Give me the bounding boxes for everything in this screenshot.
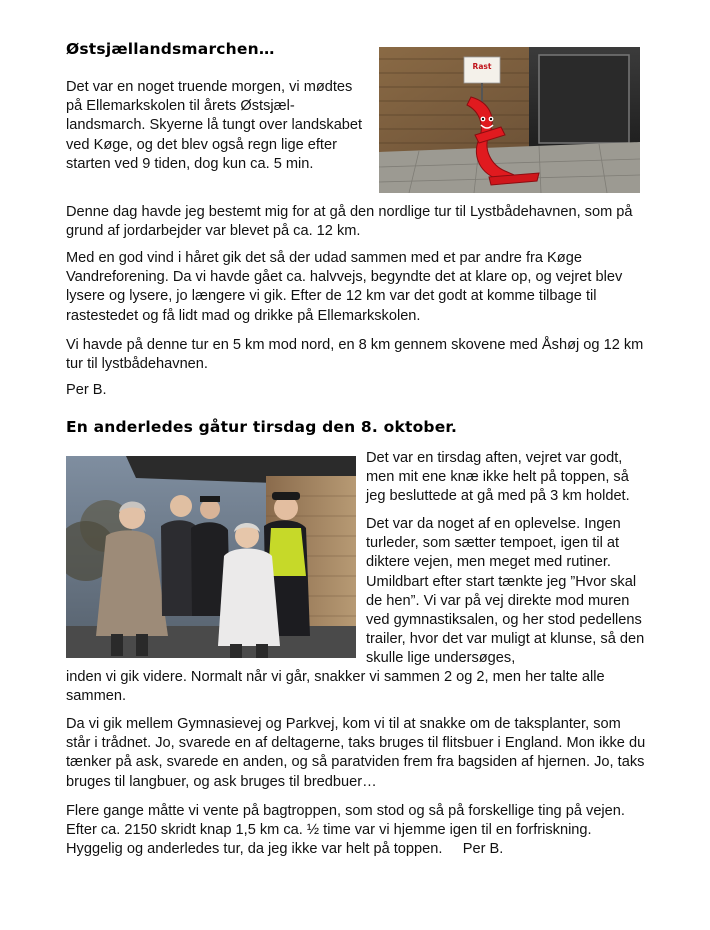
article2-paragraph-2a: Det var da noget af en oplevelse. Ingen turleder, som sætter tempoet, igen til at diktere vejen, men meget med rutiner. Umildbart efter start tænkte jeg ”Hvor skal de hen”. Vi var på vej direkte mod muren ved gymnastiksalen, og her stod pedellens trailer, hvor det var muligt at klunse, så den skulle lige undersøges,: [366, 516, 645, 667]
article1-signature: Per B.: [66, 382, 107, 398]
article1-paragraph-1: Det var en noget truende morgen, vi mødtes på Ellemarkskolen til årets Østsjæl-landsmarch. Skyerne lå tungt over landskabet ved Køge, og det blev også regn lige efter starten ved 9 tiden, dog kun ca. 5 min.: [66, 79, 363, 172]
article2-signature: Per B.: [462, 841, 504, 858]
rest-stop-sign-photo: [379, 47, 640, 193]
article1-paragraph-2: Denne dag havde jeg bestemt mig for at gå den nordlige tur til Lystbådehavnen, som på grund af jordarbejder var blevet på ca. 12 km.: [66, 204, 633, 240]
article2-paragraph-1: Det var en tirsdag aften, vejret var godt, men mit ene knæ ikke helt på toppen, så jeg besluttede at gå med på 3 km holdet.: [366, 450, 630, 505]
article2-paragraph-4: [66, 802, 646, 860]
article1-paragraph-4: Vi havde på denne tur en 5 km mod nord, en 8 km gennem skovene med Åshøj og 12 km tur til lystbådehavnen.: [66, 337, 644, 373]
article1-paragraph-3: Med en god vind i håret gik det så der udad sammen med et par andre fra Køge Vandreforening. Da vi havde gået ca. halvvejs, begyndte det at klare op, og vejret blev lysere og lysere, jo længere vi gik. Efter de 12 km var det godt at komme tilbage til rastestedet og få lidt mad og drikke på Ellemarkskolen.: [66, 250, 623, 324]
article2-paragraph-3: Da vi gik mellem Gymnasievej og Parkvej, kom vi til at snakke om de taksplanter, som står i trådnet. Jo, svarede en af deltagerne, taks bruges til flitsbuer i England. Mon ikke du tænker på ask, svarede en anden, og så paratviden frem fra bagsiden af hjernen. Jo, taks bruges til langbuer, og ask bruges til bredbuer…: [66, 716, 646, 790]
article2-paragraph-4-text: Flere gange måtte vi vente på bagtroppen, som stod og så på forskellige ting på vejen. Efter ca. 2150 skridt knap 1,5 km ca. ½ time var vi hjemme igen til en forfriskning. Hyggelig og anderledes tur, da jeg ikke var helt på toppen.: [66, 803, 625, 858]
walkers-group-photo: [66, 456, 356, 658]
article2-heading: En anderledes gåtur tirsdag den 8. oktober.: [66, 418, 458, 436]
article2-paragraph-2b: inden vi gik videre. Normalt når vi går, snakker vi sammen 2 og 2, men her talte alle sammen.: [66, 669, 605, 705]
article1-heading: Østsjællandsmarchen…: [66, 40, 275, 58]
photo-sign-text: Rast: [472, 62, 492, 71]
